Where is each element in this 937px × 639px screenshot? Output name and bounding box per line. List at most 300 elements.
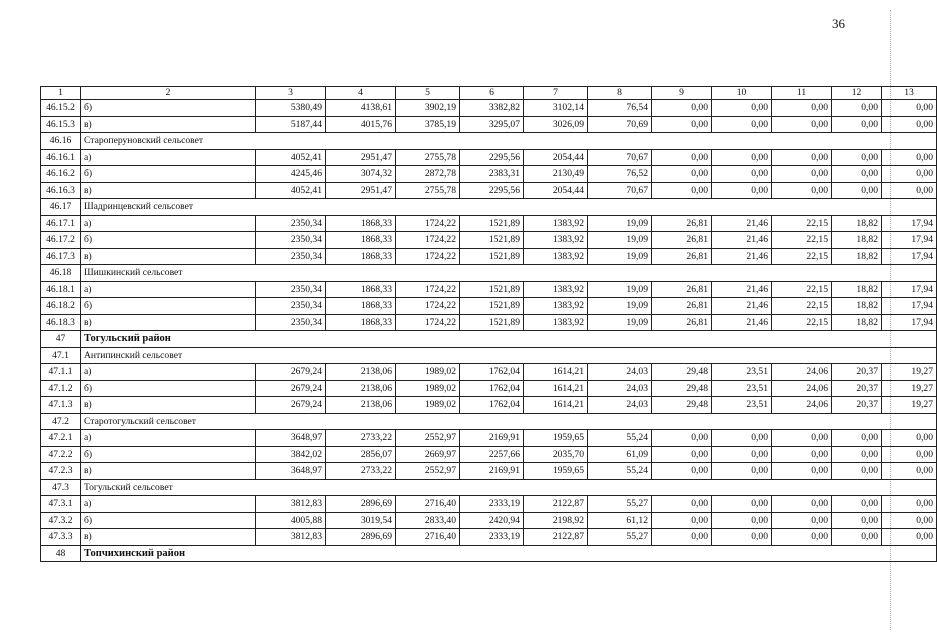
value-cell: 1383,92 [524, 248, 588, 265]
value-cell: 26,81 [652, 232, 712, 249]
row-code: 48 [41, 545, 81, 562]
table-row [41, 166, 937, 183]
value-cell: 1959,65 [524, 463, 588, 480]
council-row [41, 347, 937, 364]
row-code: 46.17.1 [41, 215, 81, 232]
value-cell: 0,00 [652, 100, 712, 117]
value-cell: 1762,04 [460, 380, 524, 397]
column-header-cell: 6 [460, 87, 524, 100]
value-cell: 0,00 [832, 182, 882, 199]
district-title: Тогульский район [81, 331, 937, 348]
value-cell: 23,51 [712, 364, 772, 381]
value-cell: 3812,83 [256, 529, 326, 546]
value-cell: 0,00 [712, 463, 772, 480]
row-code: 47.2.3 [41, 463, 81, 480]
row-code: 47.2.2 [41, 446, 81, 463]
value-cell: 4245,46 [256, 166, 326, 183]
row-code: 47.1 [41, 347, 81, 364]
value-cell: 23,51 [712, 397, 772, 414]
value-cell: 1383,92 [524, 232, 588, 249]
district-title: Топчихинский район [81, 545, 937, 562]
row-variant-label: б) [81, 380, 256, 397]
value-cell: 2896,69 [326, 529, 396, 546]
value-cell: 2122,87 [524, 496, 588, 513]
value-cell: 17,94 [882, 248, 937, 265]
value-cell: 2333,19 [460, 496, 524, 513]
value-cell: 3295,07 [460, 116, 524, 133]
value-cell: 22,15 [772, 232, 832, 249]
value-cell: 2054,44 [524, 149, 588, 166]
value-cell: 26,81 [652, 281, 712, 298]
column-header-cell: 10 [712, 87, 772, 100]
column-header-cell: 4 [326, 87, 396, 100]
value-cell: 3019,54 [326, 512, 396, 529]
column-header-cell: 5 [396, 87, 460, 100]
table-row [41, 512, 937, 529]
value-cell: 21,46 [712, 248, 772, 265]
value-cell: 0,00 [882, 496, 937, 513]
table-row [41, 463, 937, 480]
value-cell: 1724,22 [396, 281, 460, 298]
value-cell: 0,00 [652, 116, 712, 133]
value-cell: 0,00 [652, 430, 712, 447]
row-code: 47.1.1 [41, 364, 81, 381]
value-cell: 21,46 [712, 232, 772, 249]
value-cell: 26,81 [652, 248, 712, 265]
value-cell: 19,09 [588, 215, 652, 232]
table-body [41, 87, 937, 562]
value-cell: 0,00 [772, 430, 832, 447]
value-cell: 1614,21 [524, 397, 588, 414]
value-cell: 1614,21 [524, 380, 588, 397]
value-cell: 1989,02 [396, 397, 460, 414]
value-cell: 0,00 [882, 463, 937, 480]
value-cell: 4015,76 [326, 116, 396, 133]
value-cell: 3842,02 [256, 446, 326, 463]
value-cell: 2350,34 [256, 248, 326, 265]
value-cell: 2679,24 [256, 364, 326, 381]
value-cell: 3785,19 [396, 116, 460, 133]
row-code: 46.18.2 [41, 298, 81, 315]
row-variant-label: в) [81, 182, 256, 199]
table-row [41, 248, 937, 265]
value-cell: 1959,65 [524, 430, 588, 447]
value-cell: 2755,78 [396, 182, 460, 199]
value-cell: 19,09 [588, 281, 652, 298]
council-title: Старотогульский сельсовет [81, 413, 937, 430]
row-variant-label: б) [81, 166, 256, 183]
value-cell: 2350,34 [256, 215, 326, 232]
value-cell: 1383,92 [524, 314, 588, 331]
column-header-cell: 12 [832, 87, 882, 100]
value-cell: 21,46 [712, 298, 772, 315]
value-cell: 61,09 [588, 446, 652, 463]
value-cell: 1868,33 [326, 215, 396, 232]
value-cell: 55,27 [588, 496, 652, 513]
value-cell: 2669,97 [396, 446, 460, 463]
value-cell: 20,37 [832, 380, 882, 397]
value-cell: 2896,69 [326, 496, 396, 513]
value-cell: 19,09 [588, 314, 652, 331]
value-cell: 2257,66 [460, 446, 524, 463]
value-cell: 18,82 [832, 298, 882, 315]
value-cell: 18,82 [832, 215, 882, 232]
value-cell: 2552,97 [396, 430, 460, 447]
value-cell: 22,15 [772, 281, 832, 298]
value-cell: 2295,56 [460, 182, 524, 199]
value-cell: 0,00 [772, 182, 832, 199]
value-cell: 0,00 [712, 149, 772, 166]
value-cell: 17,94 [882, 232, 937, 249]
value-cell: 1724,22 [396, 215, 460, 232]
table-row [41, 281, 937, 298]
row-variant-label: а) [81, 149, 256, 166]
row-variant-label: б) [81, 100, 256, 117]
row-variant-label: б) [81, 298, 256, 315]
value-cell: 0,00 [832, 463, 882, 480]
row-variant-label: в) [81, 314, 256, 331]
value-cell: 70,67 [588, 149, 652, 166]
value-cell: 0,00 [772, 463, 832, 480]
value-cell: 0,00 [832, 512, 882, 529]
value-cell: 1868,33 [326, 298, 396, 315]
row-code: 47.2 [41, 413, 81, 430]
value-cell: 1724,22 [396, 314, 460, 331]
council-row [41, 199, 937, 216]
council-title: Тогульский сельсовет [81, 479, 937, 496]
value-cell: 0,00 [712, 116, 772, 133]
value-cell: 1383,92 [524, 215, 588, 232]
column-header-cell: 13 [882, 87, 937, 100]
value-cell: 0,00 [712, 446, 772, 463]
value-cell: 19,27 [882, 380, 937, 397]
value-cell: 2350,34 [256, 232, 326, 249]
value-cell: 0,00 [712, 496, 772, 513]
value-cell: 1614,21 [524, 364, 588, 381]
value-cell: 1383,92 [524, 281, 588, 298]
value-cell: 2122,87 [524, 529, 588, 546]
column-header-cell: 3 [256, 87, 326, 100]
row-code: 46.17.2 [41, 232, 81, 249]
value-cell: 1724,22 [396, 298, 460, 315]
value-cell: 0,00 [772, 149, 832, 166]
value-cell: 4052,41 [256, 149, 326, 166]
value-cell: 3102,14 [524, 100, 588, 117]
value-cell: 3812,83 [256, 496, 326, 513]
value-cell: 1521,89 [460, 314, 524, 331]
tariff-table [40, 86, 937, 562]
value-cell: 17,94 [882, 314, 937, 331]
row-code: 47.1.3 [41, 397, 81, 414]
row-code: 47.3 [41, 479, 81, 496]
value-cell: 1762,04 [460, 364, 524, 381]
row-variant-label: в) [81, 248, 256, 265]
value-cell: 22,15 [772, 248, 832, 265]
value-cell: 55,27 [588, 529, 652, 546]
value-cell: 0,00 [882, 100, 937, 117]
value-cell: 2733,22 [326, 430, 396, 447]
value-cell: 0,00 [882, 149, 937, 166]
value-cell: 2169,91 [460, 463, 524, 480]
value-cell: 0,00 [712, 430, 772, 447]
value-cell: 19,27 [882, 364, 937, 381]
council-title: Шишкинский сельсовет [81, 265, 937, 282]
row-variant-label: в) [81, 463, 256, 480]
value-cell: 1521,89 [460, 248, 524, 265]
value-cell: 0,00 [832, 446, 882, 463]
value-cell: 0,00 [712, 166, 772, 183]
value-cell: 2198,92 [524, 512, 588, 529]
value-cell: 2383,31 [460, 166, 524, 183]
column-number-header [41, 87, 937, 100]
value-cell: 4052,41 [256, 182, 326, 199]
value-cell: 2350,34 [256, 281, 326, 298]
value-cell: 0,00 [832, 116, 882, 133]
row-variant-label: а) [81, 496, 256, 513]
value-cell: 2420,94 [460, 512, 524, 529]
value-cell: 1868,33 [326, 281, 396, 298]
value-cell: 26,81 [652, 298, 712, 315]
row-code: 46.15.2 [41, 100, 81, 117]
value-cell: 2035,70 [524, 446, 588, 463]
value-cell: 0,00 [772, 166, 832, 183]
table-row [41, 149, 937, 166]
value-cell: 3648,97 [256, 463, 326, 480]
page-number: 36 [832, 16, 845, 31]
table-row [41, 364, 937, 381]
value-cell: 0,00 [712, 512, 772, 529]
value-cell: 2833,40 [396, 512, 460, 529]
value-cell: 24,06 [772, 364, 832, 381]
value-cell: 2733,22 [326, 463, 396, 480]
value-cell: 2295,56 [460, 149, 524, 166]
value-cell: 4005,88 [256, 512, 326, 529]
value-cell: 24,03 [588, 397, 652, 414]
row-code: 47.1.2 [41, 380, 81, 397]
value-cell: 0,00 [772, 446, 832, 463]
value-cell: 17,94 [882, 281, 937, 298]
row-variant-label: б) [81, 512, 256, 529]
row-code: 46.18.3 [41, 314, 81, 331]
value-cell: 1521,89 [460, 281, 524, 298]
value-cell: 24,06 [772, 397, 832, 414]
value-cell: 0,00 [832, 100, 882, 117]
value-cell: 0,00 [832, 430, 882, 447]
value-cell: 0,00 [882, 529, 937, 546]
value-cell: 0,00 [882, 446, 937, 463]
value-cell: 22,15 [772, 314, 832, 331]
value-cell: 22,15 [772, 215, 832, 232]
value-cell: 2130,49 [524, 166, 588, 183]
value-cell: 0,00 [772, 512, 832, 529]
row-variant-label: а) [81, 281, 256, 298]
value-cell: 29,48 [652, 364, 712, 381]
council-title: Антипинский сельсовет [81, 347, 937, 364]
council-title: Староперуновский сельсовет [81, 133, 937, 150]
value-cell: 0,00 [832, 496, 882, 513]
value-cell: 0,00 [882, 116, 937, 133]
value-cell: 19,09 [588, 248, 652, 265]
value-cell: 3902,19 [396, 100, 460, 117]
value-cell: 4138,61 [326, 100, 396, 117]
value-cell: 2138,06 [326, 397, 396, 414]
column-header-cell: 9 [652, 87, 712, 100]
value-cell: 26,81 [652, 215, 712, 232]
row-code: 46.16 [41, 133, 81, 150]
value-cell: 0,00 [652, 529, 712, 546]
value-cell: 0,00 [712, 182, 772, 199]
column-header-cell: 7 [524, 87, 588, 100]
row-variant-label: а) [81, 430, 256, 447]
value-cell: 29,48 [652, 397, 712, 414]
value-cell: 24,03 [588, 364, 652, 381]
value-cell: 70,69 [588, 116, 652, 133]
value-cell: 18,82 [832, 314, 882, 331]
value-cell: 1989,02 [396, 364, 460, 381]
row-variant-label: в) [81, 529, 256, 546]
table-row [41, 496, 937, 513]
value-cell: 2755,78 [396, 149, 460, 166]
column-header-cell: 11 [772, 87, 832, 100]
value-cell: 0,00 [652, 512, 712, 529]
value-cell: 2054,44 [524, 182, 588, 199]
value-cell: 1989,02 [396, 380, 460, 397]
row-variant-label: в) [81, 397, 256, 414]
row-code: 46.16.1 [41, 149, 81, 166]
value-cell: 2716,40 [396, 496, 460, 513]
row-code: 46.15.3 [41, 116, 81, 133]
district-row [41, 331, 937, 348]
value-cell: 18,82 [832, 281, 882, 298]
value-cell: 0,00 [772, 116, 832, 133]
value-cell: 55,24 [588, 463, 652, 480]
table-row [41, 380, 937, 397]
value-cell: 2169,91 [460, 430, 524, 447]
value-cell: 1868,33 [326, 248, 396, 265]
table-row [41, 232, 937, 249]
value-cell: 21,46 [712, 314, 772, 331]
value-cell: 0,00 [652, 166, 712, 183]
row-code: 46.16.2 [41, 166, 81, 183]
value-cell: 5187,44 [256, 116, 326, 133]
row-code: 46.18.1 [41, 281, 81, 298]
value-cell: 20,37 [832, 364, 882, 381]
value-cell: 76,52 [588, 166, 652, 183]
value-cell: 22,15 [772, 298, 832, 315]
value-cell: 21,46 [712, 281, 772, 298]
value-cell: 2552,97 [396, 463, 460, 480]
column-header-cell: 2 [81, 87, 256, 100]
value-cell: 2679,24 [256, 380, 326, 397]
value-cell: 17,94 [882, 298, 937, 315]
table-row [41, 182, 937, 199]
value-cell: 0,00 [712, 100, 772, 117]
row-variant-label: а) [81, 364, 256, 381]
value-cell: 76,54 [588, 100, 652, 117]
value-cell: 1868,33 [326, 314, 396, 331]
row-code: 46.17 [41, 199, 81, 216]
value-cell: 0,00 [652, 496, 712, 513]
value-cell: 1521,89 [460, 232, 524, 249]
value-cell: 2138,06 [326, 364, 396, 381]
value-cell: 0,00 [882, 430, 937, 447]
value-cell: 0,00 [772, 100, 832, 117]
value-cell: 2138,06 [326, 380, 396, 397]
value-cell: 21,46 [712, 215, 772, 232]
value-cell: 20,37 [832, 397, 882, 414]
value-cell: 0,00 [652, 149, 712, 166]
table-row [41, 397, 937, 414]
row-code: 47.3.1 [41, 496, 81, 513]
value-cell: 3074,32 [326, 166, 396, 183]
value-cell: 1762,04 [460, 397, 524, 414]
value-cell: 0,00 [832, 149, 882, 166]
value-cell: 24,06 [772, 380, 832, 397]
row-variant-label: а) [81, 215, 256, 232]
table-row [41, 314, 937, 331]
value-cell: 0,00 [652, 182, 712, 199]
council-row [41, 479, 937, 496]
row-variant-label: б) [81, 446, 256, 463]
value-cell: 18,82 [832, 248, 882, 265]
row-code: 46.17.3 [41, 248, 81, 265]
council-title: Шадринцевский сельсовет [81, 199, 937, 216]
value-cell: 0,00 [832, 529, 882, 546]
value-cell: 3648,97 [256, 430, 326, 447]
council-row [41, 133, 937, 150]
value-cell: 2333,19 [460, 529, 524, 546]
value-cell: 2951,47 [326, 149, 396, 166]
value-cell: 61,12 [588, 512, 652, 529]
value-cell: 0,00 [712, 529, 772, 546]
value-cell: 0,00 [882, 182, 937, 199]
value-cell: 24,03 [588, 380, 652, 397]
value-cell: 0,00 [832, 166, 882, 183]
table-row [41, 116, 937, 133]
value-cell: 0,00 [882, 166, 937, 183]
value-cell: 1521,89 [460, 215, 524, 232]
district-row [41, 545, 937, 562]
value-cell: 2951,47 [326, 182, 396, 199]
row-code: 47 [41, 331, 81, 348]
value-cell: 1724,22 [396, 232, 460, 249]
council-row [41, 265, 937, 282]
value-cell: 1868,33 [326, 232, 396, 249]
row-variant-label: б) [81, 232, 256, 249]
table-row [41, 446, 937, 463]
value-cell: 0,00 [882, 512, 937, 529]
value-cell: 19,09 [588, 298, 652, 315]
column-header-cell: 1 [41, 87, 81, 100]
value-cell: 5380,49 [256, 100, 326, 117]
value-cell: 19,27 [882, 397, 937, 414]
value-cell: 17,94 [882, 215, 937, 232]
value-cell: 0,00 [652, 463, 712, 480]
row-code: 47.3.2 [41, 512, 81, 529]
table-row [41, 430, 937, 447]
value-cell: 2350,34 [256, 298, 326, 315]
row-code: 46.16.3 [41, 182, 81, 199]
table-row [41, 100, 937, 117]
value-cell: 3382,82 [460, 100, 524, 117]
row-code: 47.3.3 [41, 529, 81, 546]
value-cell: 3026,09 [524, 116, 588, 133]
value-cell: 23,51 [712, 380, 772, 397]
value-cell: 70,67 [588, 182, 652, 199]
column-header-cell: 8 [588, 87, 652, 100]
value-cell: 2872,78 [396, 166, 460, 183]
value-cell: 55,24 [588, 430, 652, 447]
